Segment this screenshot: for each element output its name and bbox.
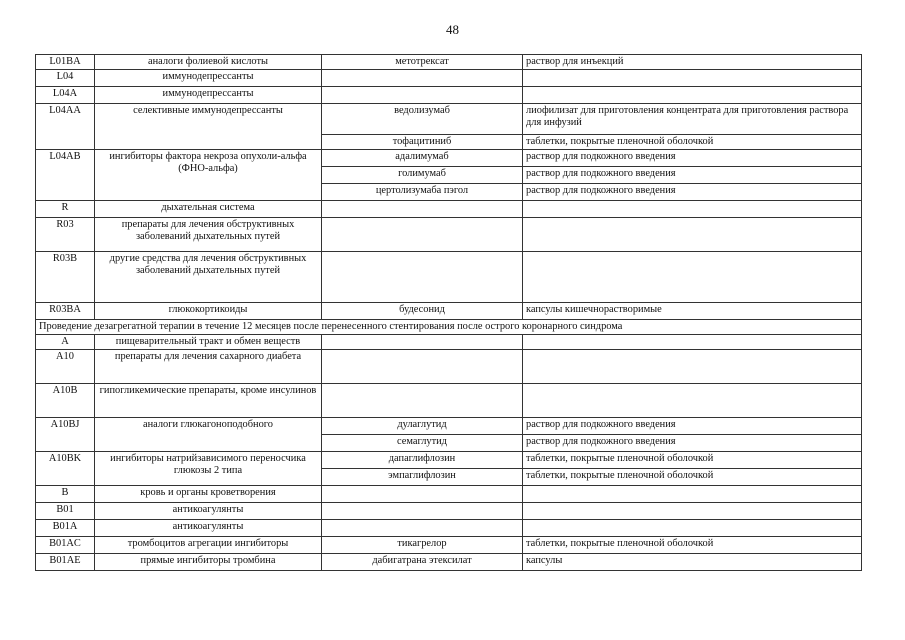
drug-name [322,70,523,87]
dosage-form: капсулы [523,554,862,571]
drug-name: адалимумаб [322,150,523,167]
drug-name: дабигатрана этексилат [322,554,523,571]
section-heading: Проведение дезагрегатной терапии в течение 12 месяцев после перенесенного стентирования после острого коронарного синдрома [36,320,862,335]
atc-group: препараты для лечения обструктивных заболеваний дыхательных путей [95,218,322,252]
dosage-form [523,201,862,218]
drug-name: цертолизумаба пэгол [322,184,523,201]
dosage-form [523,218,862,252]
atc-code: L04AA [36,104,95,150]
atc-group: антикоагулянты [95,503,322,520]
dosage-form: раствор для инъекций [523,55,862,70]
table-row [36,384,862,418]
page-number: 48 [446,22,459,37]
table-row [36,87,862,104]
atc-group: прямые ингибиторы тромбина [95,554,322,571]
section-row [36,320,862,335]
dosage-form: таблетки, покрытые пленочной оболочкой [523,537,862,554]
drug-name [322,335,523,350]
dosage-form [523,486,862,503]
atc-code: B01AE [36,554,95,571]
atc-code: A [36,335,95,350]
drug-name [322,503,523,520]
table-row [36,503,862,520]
drug-name: ведолизумаб [322,104,523,135]
atc-group: ингибиторы натрийзависимого переносчика глюкозы 2 типа [95,452,322,486]
dosage-form [523,384,862,418]
atc-group: аналоги фолиевой кислоты [95,55,322,70]
atc-code: A10B [36,384,95,418]
atc-code: R [36,201,95,218]
table-row [36,150,862,167]
atc-group: глюкокортикоиды [95,303,322,320]
atc-group: аналоги глюкагоноподобного [95,418,322,452]
table-row [36,350,862,384]
drug-name: дулаглутид [322,418,523,435]
drug-name [322,350,523,384]
table-row [36,418,862,435]
atc-group: иммунодепрессанты [95,70,322,87]
drug-name [322,252,523,303]
atc-group: антикоагулянты [95,520,322,537]
atc-group: пищеварительный тракт и обмен веществ [95,335,322,350]
atc-group: ингибиторы фактора некроза опухоли-альфа (ФНО-альфа) [95,150,322,201]
drug-name: голимумаб [322,167,523,184]
atc-group: иммунодепрессанты [95,87,322,104]
dosage-form [523,252,862,303]
atc-code: B01A [36,520,95,537]
atc-code: L01BA [36,55,95,70]
drug-name: семаглутид [322,435,523,452]
dosage-form: раствор для подкожного введения [523,418,862,435]
drug-name [322,87,523,104]
dosage-form [523,503,862,520]
table-row [36,452,862,469]
dosage-form: раствор для подкожного введения [523,435,862,452]
dosage-form [523,335,862,350]
table-row [36,55,862,70]
drug-name: эмпаглифлозин [322,469,523,486]
atc-code: L04A [36,87,95,104]
atc-group: селективные иммунодепрессанты [95,104,322,150]
atc-group: гипогликемические препараты, кроме инсулинов [95,384,322,418]
table-row [36,252,862,303]
table-row [36,104,862,135]
table-row [36,537,862,554]
dosage-form [523,87,862,104]
atc-code: R03 [36,218,95,252]
atc-group: препараты для лечения сахарного диабета [95,350,322,384]
drug-name: тикагрелор [322,537,523,554]
atc-code: A10BJ [36,418,95,452]
drug-name [322,384,523,418]
drug-name [322,218,523,252]
atc-code: R03B [36,252,95,303]
drug-name [322,520,523,537]
atc-code: B01 [36,503,95,520]
atc-code: L04AB [36,150,95,201]
drug-name [322,486,523,503]
dosage-form: лиофилизат для приготовления концентрата для приготовления раствора для инфузий [523,104,862,135]
atc-group: тромбоцитов агрегации ингибиторы [95,537,322,554]
drug-name: тофацитиниб [322,135,523,150]
atc-group: другие средства для лечения обструктивных заболеваний дыхательных путей [95,252,322,303]
table-row [36,218,862,252]
dosage-form: капсулы кишечнорастворимые [523,303,862,320]
atc-code: L04 [36,70,95,87]
dosage-form: таблетки, покрытые пленочной оболочкой [523,452,862,469]
drug-name: метотрексат [322,55,523,70]
dosage-form: раствор для подкожного введения [523,167,862,184]
dosage-form: таблетки, покрытые пленочной оболочкой [523,469,862,486]
drug-name [322,201,523,218]
dosage-form: раствор для подкожного введения [523,184,862,201]
dosage-form: раствор для подкожного введения [523,150,862,167]
table-row [36,486,862,503]
atc-group: дыхательная система [95,201,322,218]
atc-code: A10 [36,350,95,384]
table-row [36,554,862,571]
dosage-form [523,70,862,87]
atc-code: R03BA [36,303,95,320]
drug-name: будесонид [322,303,523,320]
drug-name: дапаглифлозин [322,452,523,469]
table-row [36,303,862,320]
table-row [36,335,862,350]
table-row [36,70,862,87]
table-row [36,520,862,537]
dosage-form [523,350,862,384]
table-row [36,201,862,218]
dosage-form [523,520,862,537]
atc-code: B [36,486,95,503]
atc-code: B01AC [36,537,95,554]
atc-code: A10BK [36,452,95,486]
drug-table [35,54,862,571]
atc-group: кровь и органы кроветворения [95,486,322,503]
dosage-form: таблетки, покрытые пленочной оболочкой [523,135,862,150]
